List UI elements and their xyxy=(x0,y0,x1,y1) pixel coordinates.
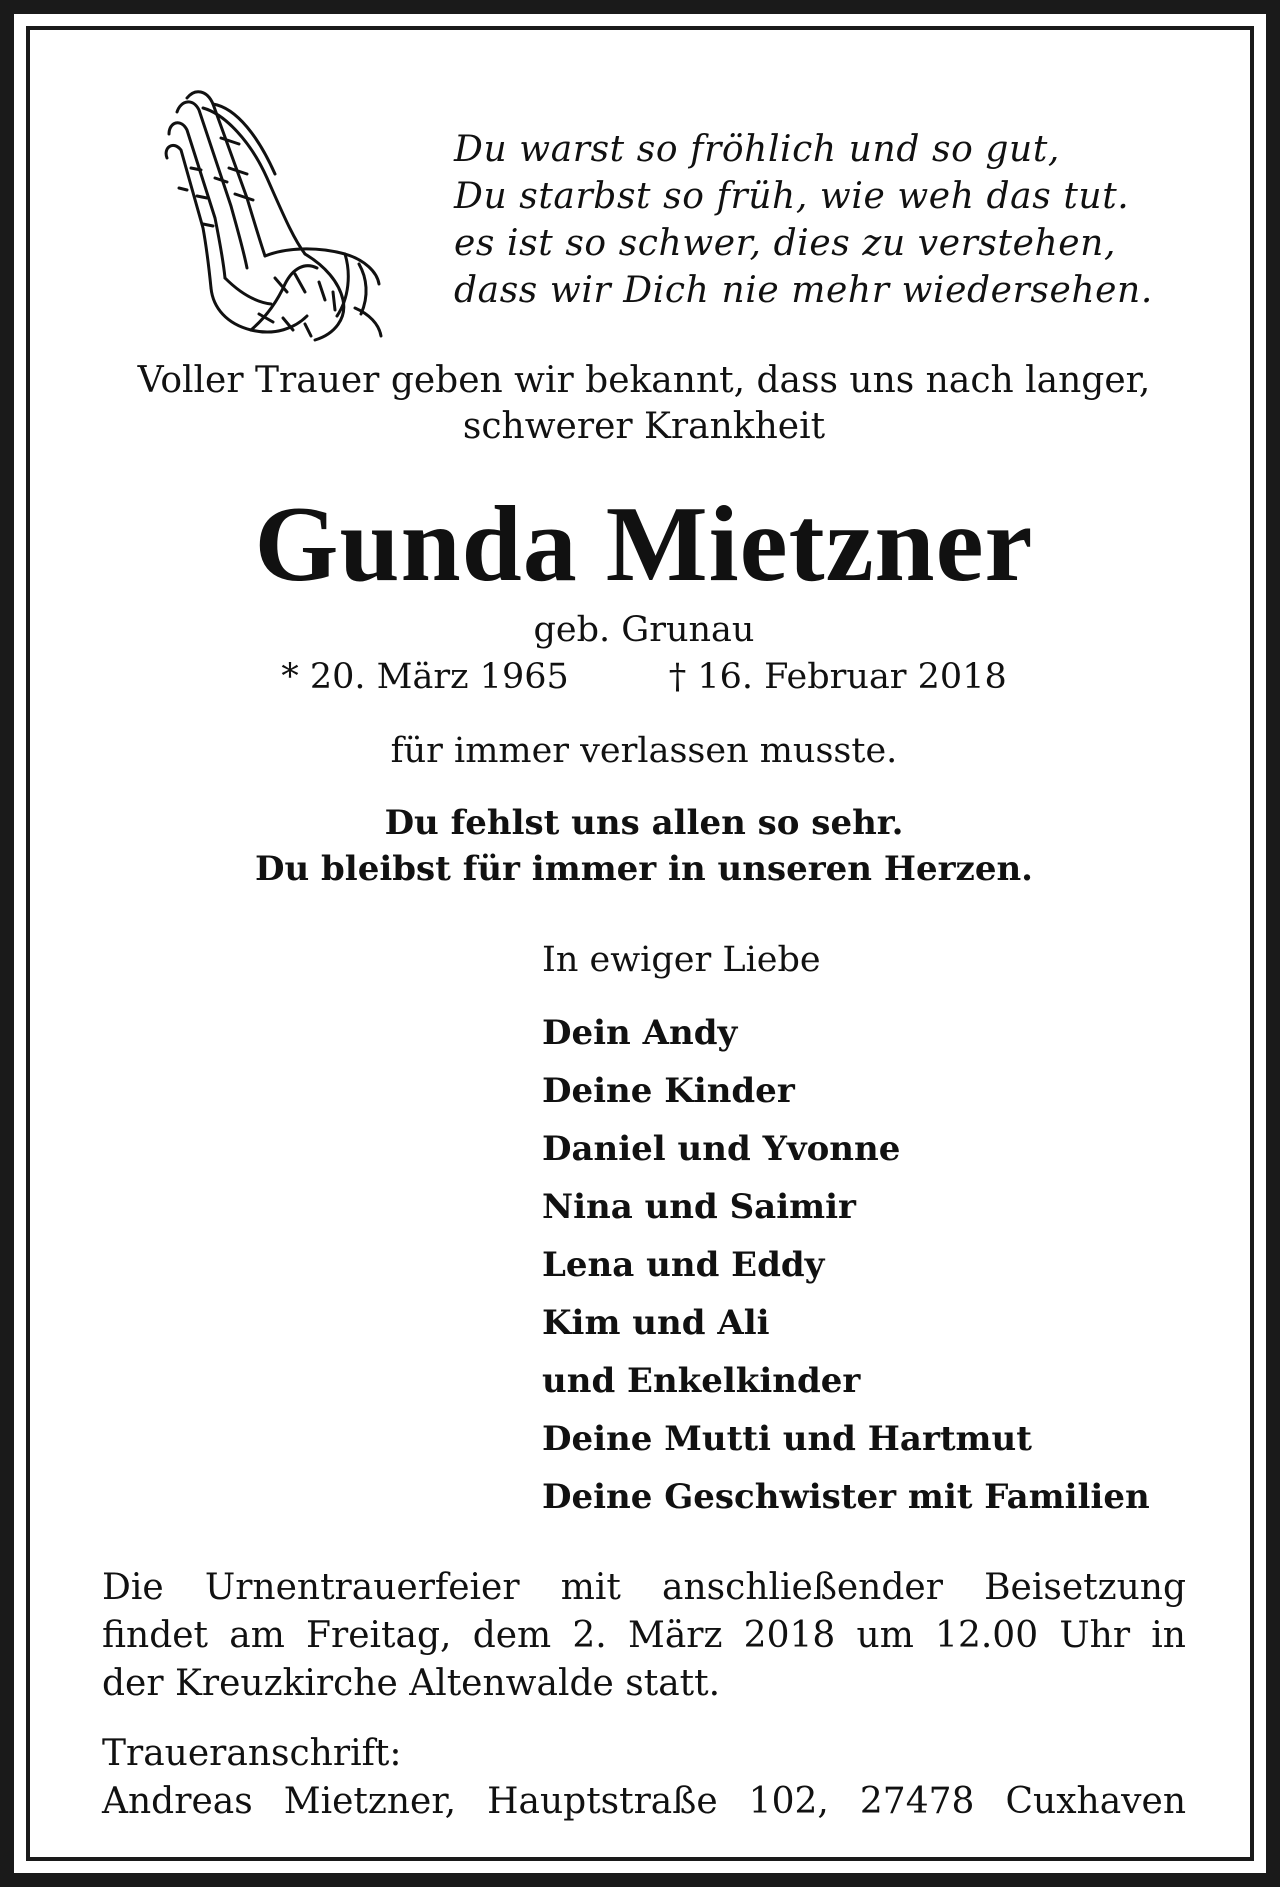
maiden-name: geb. Grunau xyxy=(533,610,755,650)
birth-date: * 20. März 1965 xyxy=(281,657,569,697)
intro-line: Voller Trauer geben wir bekannt, dass uns nach langer, xyxy=(137,360,1151,401)
mourner-name: Kim und Ali xyxy=(542,1303,770,1343)
deceased-name: Gunda Mietzner xyxy=(254,485,1034,604)
mourner-name: Deine Kinder xyxy=(542,1071,795,1111)
leave-text: für immer verlassen musste. xyxy=(390,731,898,771)
poem-line: Du starbst so früh, wie weh das tut. xyxy=(454,176,1130,217)
death-date: † 16. Februar 2018 xyxy=(668,657,1007,697)
praying-hands-icon xyxy=(155,78,385,348)
poem-line: Du warst so fröhlich und so gut, xyxy=(454,129,1060,170)
service-line: Die Urnentrauerfeier mit anschließender Beisetzung xyxy=(102,1567,1186,1608)
miss-text xyxy=(30,800,1258,892)
poem xyxy=(454,126,1254,314)
life-dates xyxy=(30,657,1258,697)
service-line: der Kreuzkirche Altenwalde statt. xyxy=(102,1663,721,1704)
intro-text xyxy=(30,358,1258,450)
poem-line: dass wir Dich nie mehr wiedersehen. xyxy=(454,270,1153,311)
mourner-name: Nina und Saimir xyxy=(542,1187,856,1227)
signature-names xyxy=(542,1004,1242,1526)
mourner-name: Dein Andy xyxy=(542,1013,738,1053)
mourner-name: Deine Geschwister mit Familien xyxy=(542,1477,1150,1517)
mourner-name: Daniel und Yvonne xyxy=(542,1129,901,1169)
address-label: Traueranschrift: xyxy=(102,1733,402,1774)
mourner-name: Lena und Eddy xyxy=(542,1245,825,1285)
signature-block xyxy=(542,940,1242,1526)
address-line: Andreas Mietzner, Hauptstraße 102, 27478 Cuxhaven xyxy=(102,1781,1186,1822)
obituary-frame xyxy=(14,14,1266,1873)
signature-lead: In ewiger Liebe xyxy=(542,940,821,980)
mourning-address xyxy=(102,1730,1186,1826)
service-info xyxy=(102,1564,1186,1708)
obituary-border xyxy=(26,26,1254,1861)
service-line: findet am Freitag, dem 2. März 2018 um 12.00 Uhr in xyxy=(102,1615,1186,1656)
mourner-name: Deine Mutti und Hartmut xyxy=(542,1419,1032,1459)
miss-line: Du fehlst uns allen so sehr. xyxy=(384,803,904,843)
mourner-name: und Enkelkinder xyxy=(542,1361,861,1401)
intro-line: schwerer Krankheit xyxy=(462,406,826,447)
miss-line: Du bleibst für immer in unseren Herzen. xyxy=(254,849,1034,889)
poem-line: es ist so schwer, dies zu verstehen, xyxy=(454,223,1116,264)
